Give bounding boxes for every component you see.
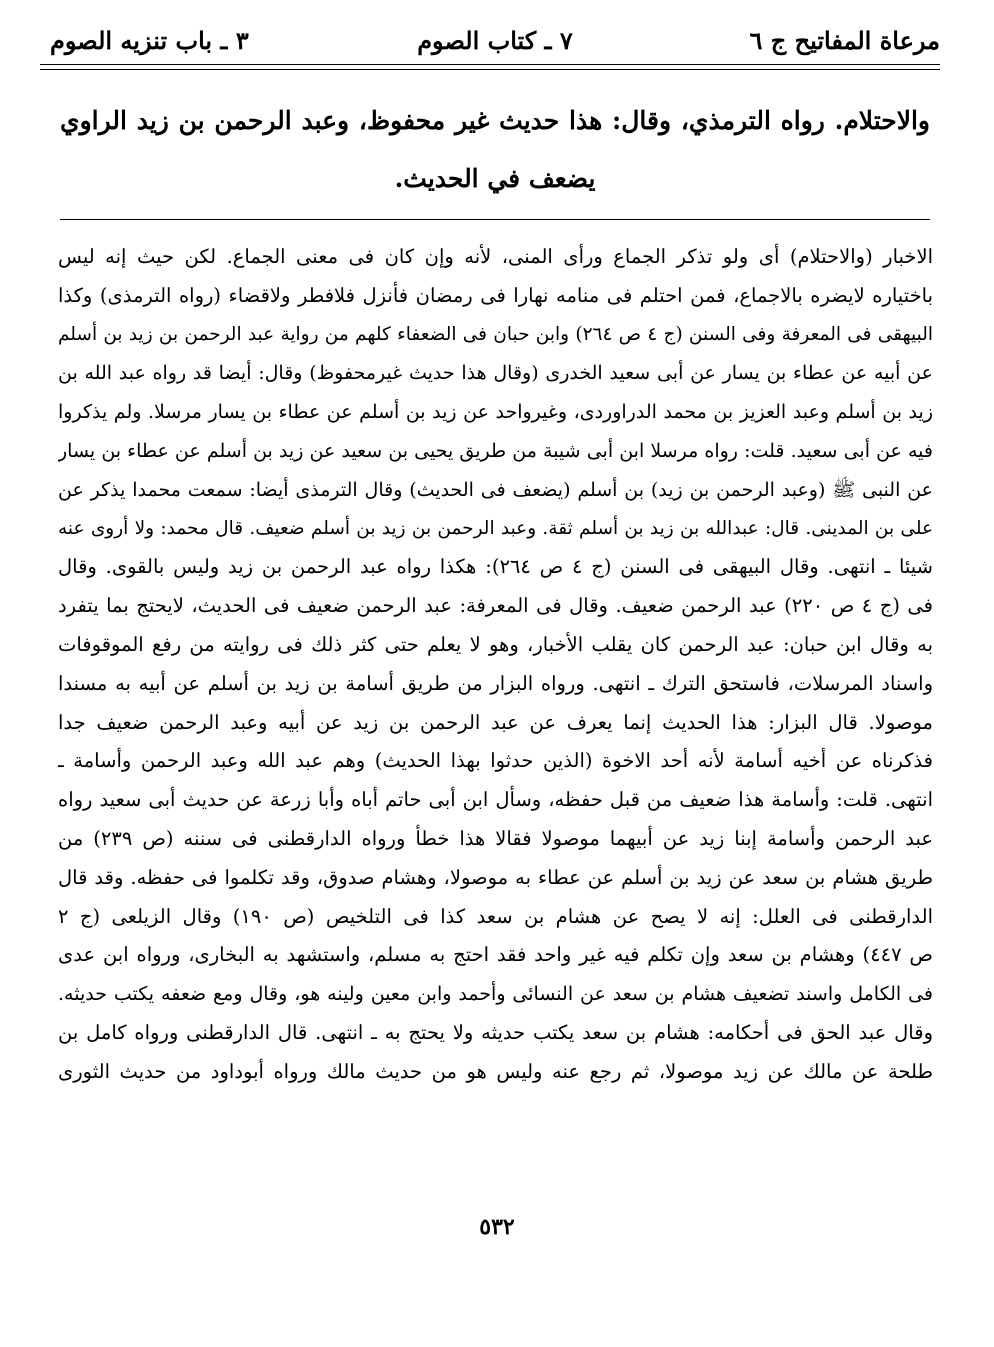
commentary-body bbox=[58, 238, 933, 1218]
commentary-line: به وقال ابن حبان: عبد الرحمن كان يقلب الأخبار، وهو لا يعلم حتى كثر ذلك فى روايته من رفع الموقوفات bbox=[58, 632, 933, 656]
running-header bbox=[50, 22, 940, 62]
page-number: ٥٣٢ bbox=[479, 1214, 515, 1240]
commentary-line: عبد الرحمن وأسامة إبنا زيد عن أبيهما موصولا فقالا هذا خطأ ورواه الدارقطنى فى سننه (ص ٢٣٩) من bbox=[58, 826, 933, 850]
commentary-line: فيه عن أبى سعيد. قلت: رواه مرسلا ابن أبى شيبة من طريق يحيى بن سعيد عن زيد بن أسلم عن عطاء بن يسار bbox=[58, 439, 933, 462]
header-book-title: مرعاة المفاتيح ج ٦ bbox=[749, 26, 940, 55]
commentary-line: موصولا. قال البزار: هذا الحديث إنما يعرف عن عبد الرحمن بن زيد عن أبيه وعبد الرحمن ضعيف جدا bbox=[58, 710, 933, 734]
header-rule-top bbox=[40, 64, 940, 65]
commentary-line: وقال عبد الحق فى أحكامه: هشام بن سعد يكتب حديثه ولا يحتج به ـ انتهى. قال الدارقطنى ورواه كامل بن bbox=[58, 1020, 933, 1044]
commentary-line: فى (ج ٤ ص ٢٢٠) عبد الرحمن ضعيف. وقال فى المعرفة: عبد الرحمن ضعيف فى الحديث، لايحتج بما يتفرد bbox=[58, 594, 933, 618]
section-separator bbox=[60, 219, 930, 220]
commentary-line: على بن المدينى. قال: عبدالله بن زيد بن أسلم ثقة. وعبد الرحمن بن زيد بن أسلم ضعيف. قال محمد: ولا أروى عنه bbox=[58, 517, 933, 539]
commentary-line: الدارقطنى فى العلل: إنه لا يصح عن هشام بن سعد كذا فى التلخيص (ص ١٩٠) وقال الزيلعى (ج ٢ bbox=[58, 904, 933, 928]
commentary-line: الاخبار (والاحتلام) أى ولو تذكر الجماع ورأى المنى، لأنه وإن كان فى معنى الجماع. لكن حيث إنه ليس bbox=[58, 245, 933, 268]
commentary-line: فى الكامل واسند تضعيف هشام بن سعد عن النسائى وأحمد وابن معين ولينه هو، وقال ومع ضعفه يكتب حديثه. bbox=[58, 983, 933, 1006]
commentary-line: انتهى. قلت: وأسامة هذا ضعيف من قبل حفظه، وسأل ابن أبى حاتم أباه وأبا زرعة عن حديث أبى سعيد رواه bbox=[58, 788, 933, 812]
commentary-line: باختياره لايضره بالاجماع، فمن احتلم فى منامه نهارا فى رمضان فأنزل فلافطر ولاقضاء (رواه الترمذى) وكذا bbox=[58, 283, 933, 307]
commentary-line: طلحة عن مالك عن زيد موصولا، ثم رجع عنه وليس هو من حديث مالك ورواه أبوداود من حديث الثورى bbox=[58, 1059, 933, 1083]
commentary-line: فذكرناه عن أخيه أسامة لأنه أحد الاخوة (الذين حدثوا بهذا الحديث) وهم عبد الله وعبد الرحمن وأسامة ـ bbox=[58, 749, 933, 773]
commentary-line: زيد بن أسلم وعبد العزيز بن محمد الدراوردى، وغيرواحد عن زيد بن أسلم عن عطاء بن يسار مرسلا. ولم يذكروا bbox=[58, 401, 933, 424]
commentary-line: عن أبيه عن عطاء بن يسار عن أبى سعيد الخدرى (وقال هذا حديث غيرمحفوظ) وقال: أيضا قد رواه عبد الله بن bbox=[58, 362, 933, 385]
commentary-line: طريق هشام بن سعد عن زيد بن أسلم عن عطاء به موصولا، وهشام صدوق، وقد تكلموا فى حفظه. وقد قال bbox=[58, 865, 933, 889]
commentary-line: شيئا ـ انتهى. وقال البيهقى فى السنن (ج ٤ ص ٢٦٤): هكذا رواه عبد الرحمن بن زيد وليس بالقوى. وقال bbox=[58, 555, 933, 579]
header-section: ٣ ـ باب تنزيه الصوم bbox=[50, 26, 249, 55]
header-chapter: ٧ ـ كتاب الصوم bbox=[417, 26, 573, 55]
commentary-line: واسناد المرسلات، فاستحق الترك ـ انتهى. ورواه البزار من طريق أسامة بن زيد بن أسلم عن أبيه به مسندا bbox=[58, 671, 933, 695]
commentary-line: البيهقى فى المعرفة وفى السنن (ج ٤ ص ٢٦٤) وابن حبان فى الضعفاء كلهم من رواية عبد الرحمن بن زيد بن أسلم bbox=[58, 323, 933, 345]
commentary-line: عن النبى ﷺ (وعبد الرحمن بن زيد) بن أسلم (يضعف فى الحديث) وقال الترمذى أيضا: سمعت محمدا يذكر عن bbox=[58, 478, 933, 501]
header-rule-bottom bbox=[40, 69, 940, 70]
commentary-line: ص ٤٤٧) وهشام بن سعد وإن تكلم فيه غير واحد فقد احتج به مسلم، واستشهد به البخارى، ورواه ابن عدى bbox=[58, 943, 933, 967]
hadith-text: والاحتلام. رواه الترمذي، وقال: هذا حديث غير محفوظ، وعبد الرحمن بن زيد الراوي يضعف في الحديث. bbox=[60, 106, 930, 193]
